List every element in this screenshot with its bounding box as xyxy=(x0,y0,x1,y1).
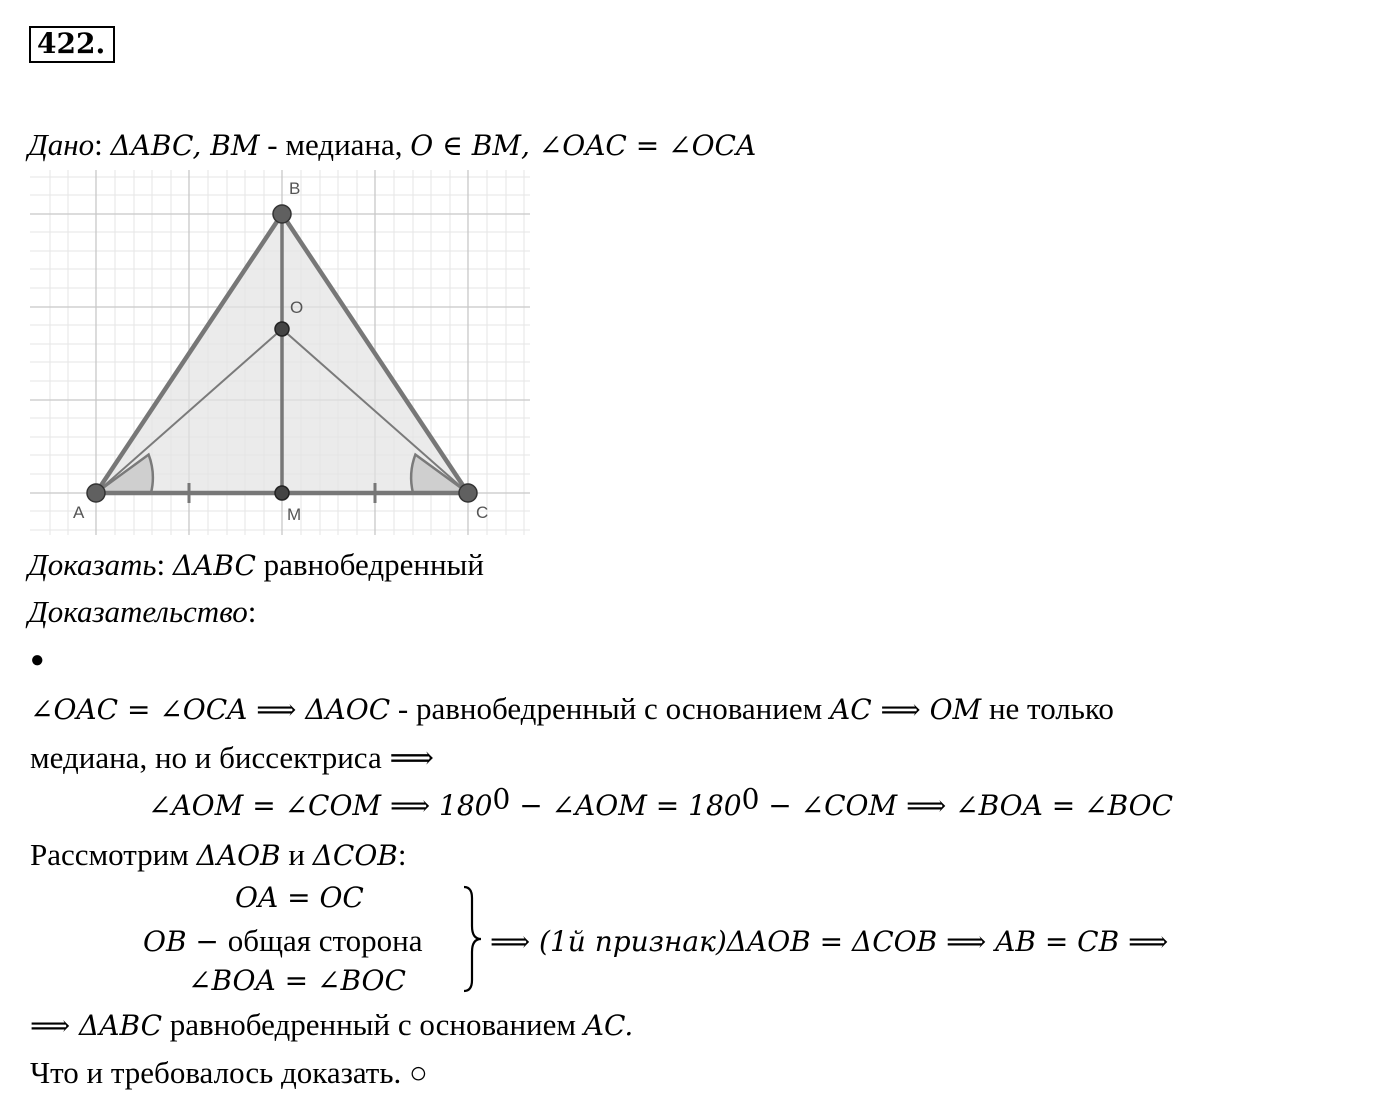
line3-sup-1: 0 xyxy=(492,782,511,816)
given-label: Дано xyxy=(28,127,95,162)
prove-triangle: ΔABC xyxy=(172,549,256,582)
prove-label: Доказать xyxy=(28,547,157,582)
line5-math-1: ⟹ ΔABC xyxy=(30,1009,163,1042)
line4-text-1: Рассмотрим xyxy=(30,837,197,872)
system-row-1: OA = OC xyxy=(235,881,364,914)
label-b: B xyxy=(289,179,301,198)
line5-math-2: AC. xyxy=(583,1009,634,1042)
system-result xyxy=(490,925,1168,956)
system-row-2-math: OB − xyxy=(143,925,228,958)
prove-text: равнобедренный xyxy=(255,547,484,582)
point-a xyxy=(87,484,105,502)
proof-colon: : xyxy=(247,594,257,629)
label-a: A xyxy=(73,503,85,522)
line5-text: равнобедренный с основанием xyxy=(162,1007,584,1042)
point-m xyxy=(275,486,289,500)
proof-line-5 xyxy=(30,1009,633,1040)
system-result-b: ΔAOB = ΔCOB ⟹ AB = CB ⟹ xyxy=(726,925,1169,958)
line1-math-2: AC ⟹ OM xyxy=(829,693,982,726)
proof-line-1 xyxy=(30,693,1114,724)
line4-text-2: и xyxy=(280,837,313,872)
given-line xyxy=(28,129,756,160)
system-row-2-text: общая сторона xyxy=(227,923,423,958)
label-o: O xyxy=(290,298,304,317)
line3-part-c: − ∠COM ⟹ ∠BOA = ∠BOC xyxy=(759,789,1174,822)
line3-sup-2: 0 xyxy=(741,782,760,816)
problem-number: 422. xyxy=(29,26,115,63)
proof-line-3 xyxy=(148,782,1174,822)
line3-part-b: − ∠AOM = 180 xyxy=(510,789,742,822)
triangle-figure xyxy=(30,170,530,535)
given-triangle: ΔABC, BM xyxy=(110,129,260,162)
prove-line xyxy=(28,549,484,580)
line1-text-2: не только xyxy=(981,691,1114,726)
line3-part-a: ∠AOM = ∠COM ⟹ 180 xyxy=(148,789,493,822)
line1-math-1: ∠OAC = ∠OCA ⟹ ΔAOC xyxy=(30,693,391,726)
system-row-3: ∠BOA = ∠BOC xyxy=(188,964,406,997)
curly-brace-icon xyxy=(460,884,484,994)
proof-conclusion: Что и требовалось доказать. ○ xyxy=(30,1055,428,1090)
line4-math-2: ΔCOB xyxy=(312,839,398,872)
label-c: C xyxy=(476,503,489,522)
line4-math-1: ΔAOB xyxy=(196,839,281,872)
system-row-2 xyxy=(143,925,422,956)
proof-line-4 xyxy=(30,839,407,870)
proof-line-2: медиана, но и биссектриса ⟹ xyxy=(30,740,434,775)
point-c xyxy=(459,484,477,502)
given-condition: O ∈ BM, ∠OAC = ∠OCA xyxy=(410,129,757,162)
line4-text-3: : xyxy=(397,837,407,872)
given-colon: : xyxy=(94,127,103,162)
point-b xyxy=(273,205,291,223)
label-m: M xyxy=(287,505,302,524)
given-median-text: - медиана, xyxy=(259,127,411,162)
proof-bullet: ● xyxy=(30,647,45,673)
proof-heading xyxy=(28,596,256,627)
line1-text-1: - равнобедренный с основанием xyxy=(390,691,830,726)
prove-colon: : xyxy=(156,547,166,582)
system-result-a: ⟹ (1й признак) xyxy=(490,925,727,958)
proof-label: Доказательство xyxy=(28,594,248,629)
point-o xyxy=(275,322,289,336)
